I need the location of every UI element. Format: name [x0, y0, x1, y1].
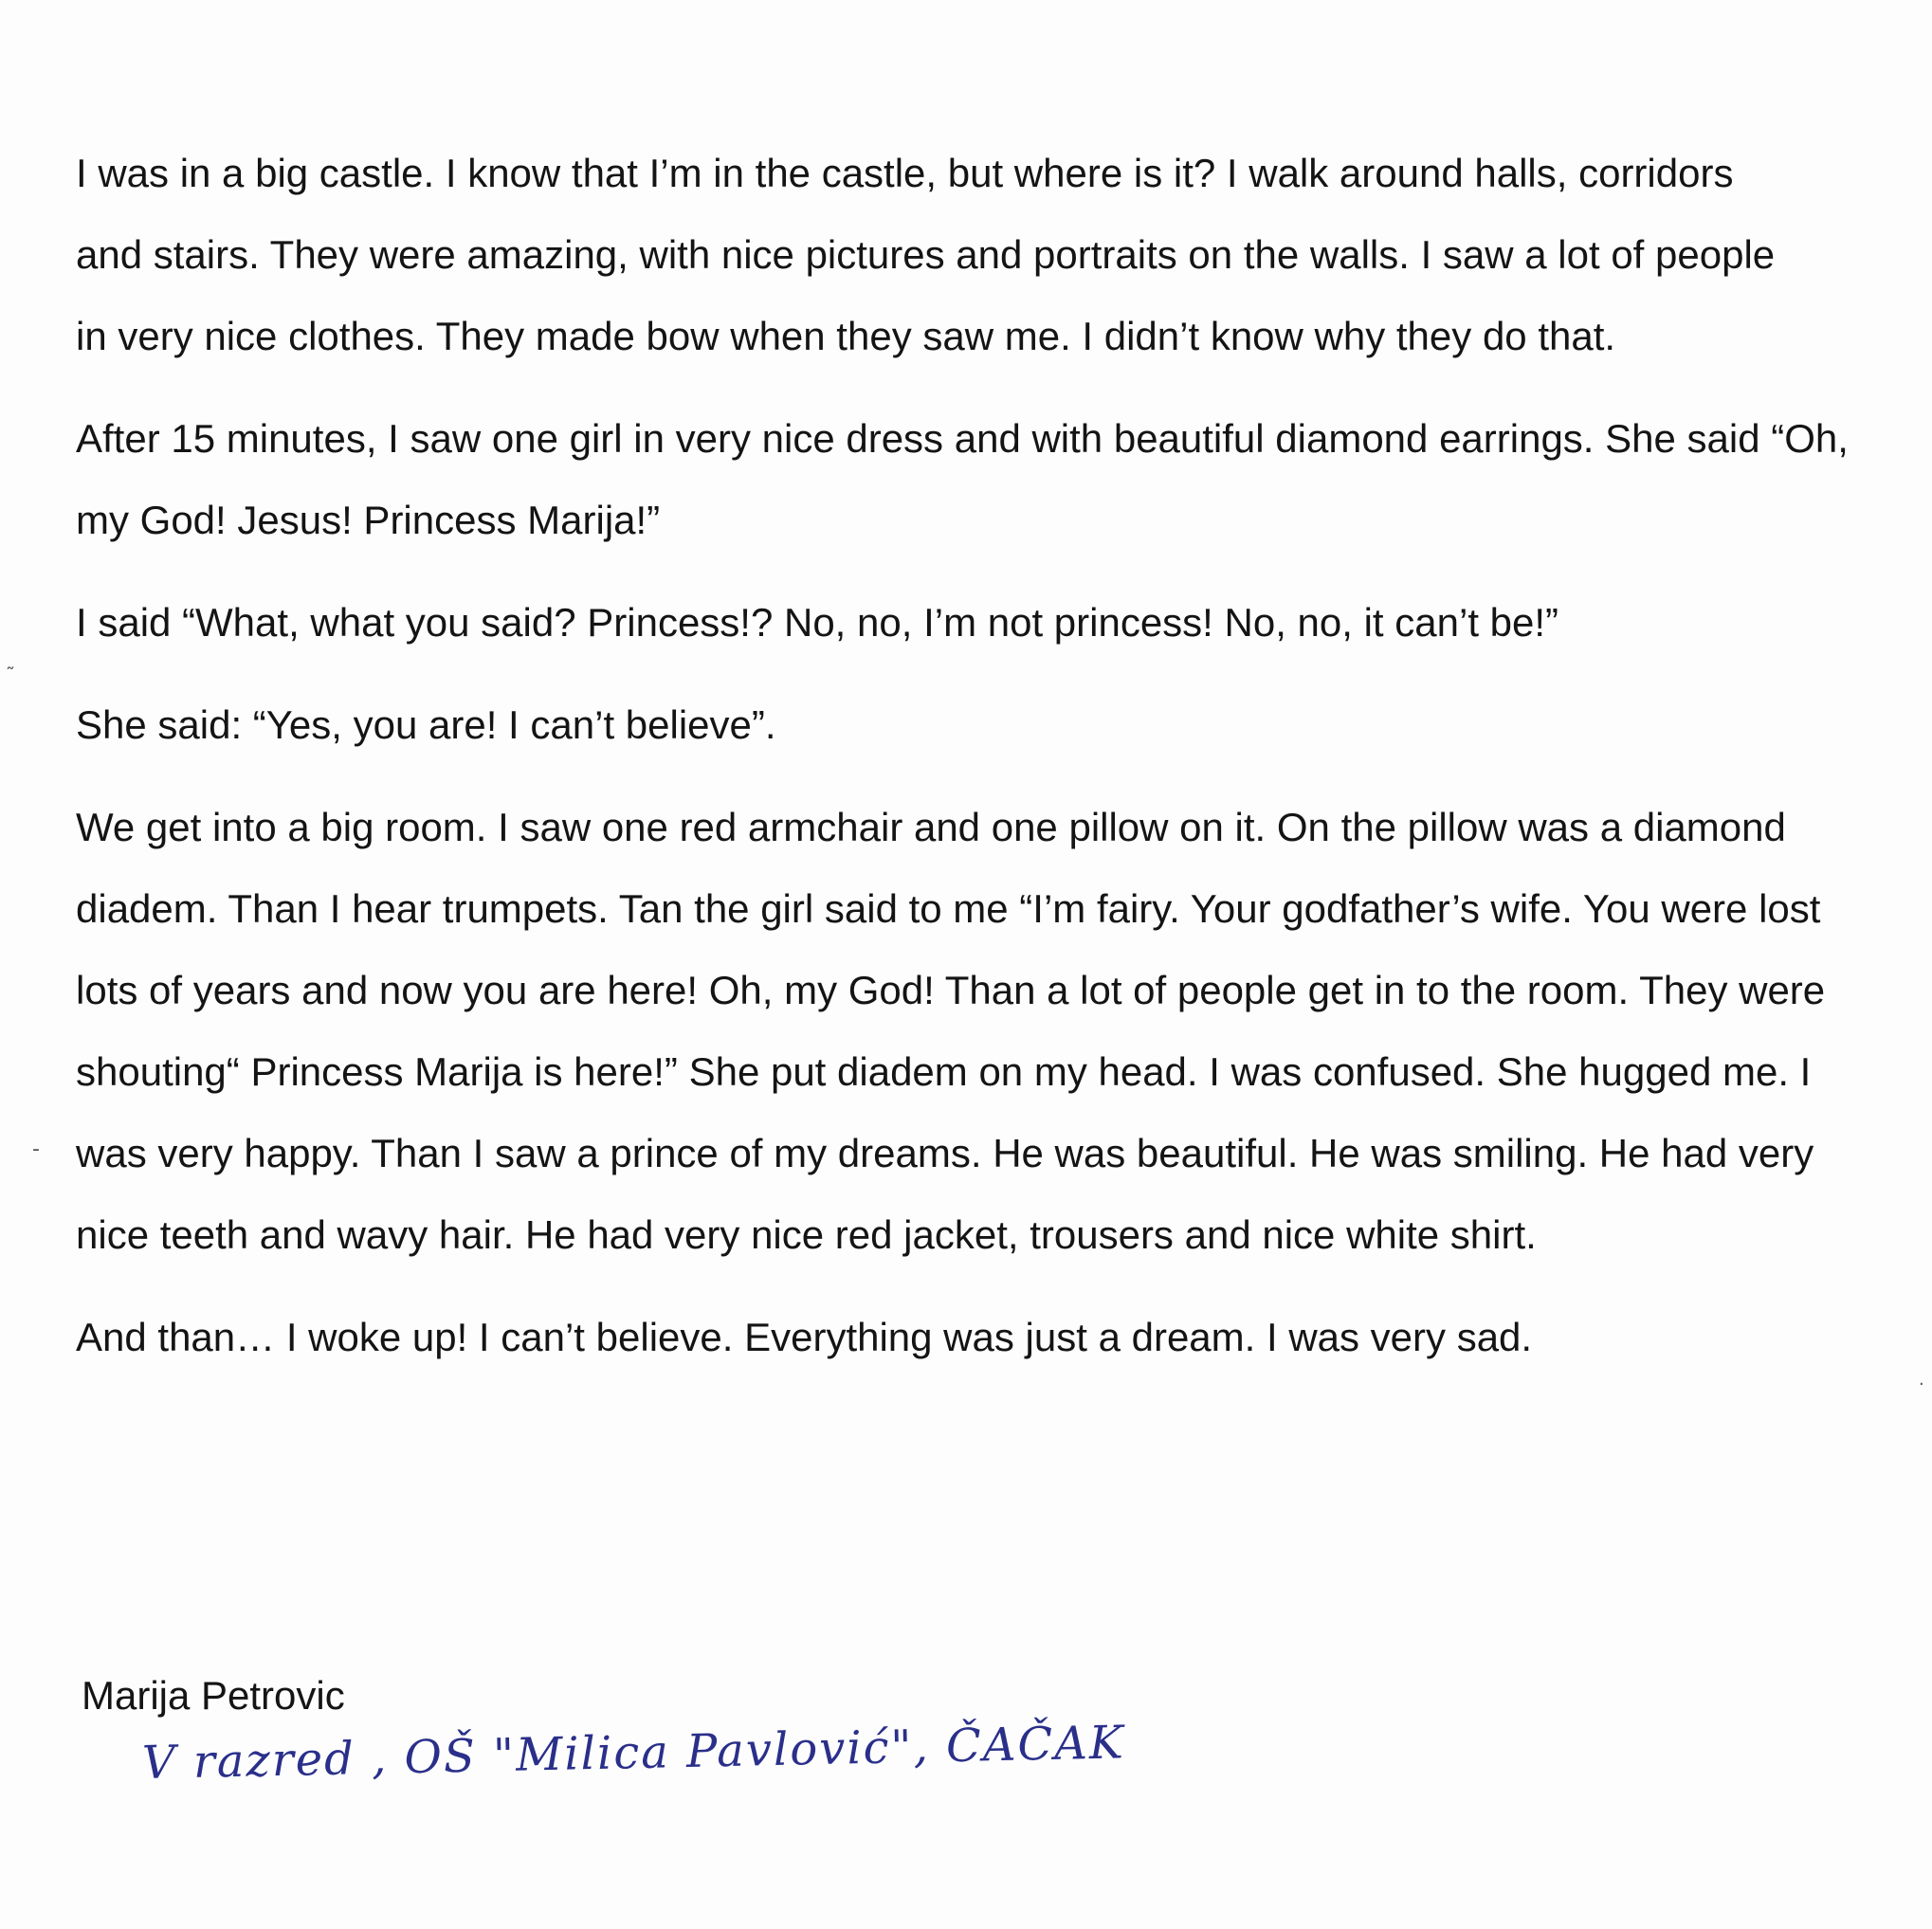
- handwritten-school-note: V razred , OŠ "Milica Pavlović", ČAČAK: [141, 1716, 1126, 1790]
- paragraph-6: And than… I woke up! I can’t believe. Everything was just a dream. I was very sad.: [76, 1315, 1533, 1359]
- paragraph-5: We get into a big room. I saw one red armchair and one pillow on it. On the pillow was a diamond diadem. Than I hear trumpets. Tan the girl said to me “I’m fairy. Your godfather’s wife. You were lost lots of years and now you are here! Oh, my God! Than a lot of people get in to the room. They were shouting“ Princess Marija is here!” She put diadem on my head. I was confused. She hugged me. I was very happy. Than I saw a prince of my dreams. He was beautiful. He was smiling. He had very nice teeth and wavy hair. He had very nice red jacket, trousers and nice white shirt.: [76, 805, 1826, 1257]
- paragraph-3: I said “What, what you said? Princess!? No, no, I’m not princess! No, no, it can’t be!”: [76, 600, 1559, 645]
- author-name: Marija Petrovic: [82, 1673, 345, 1718]
- scan-dot-mark: ·: [1919, 1374, 1924, 1394]
- scan-speck-mark: ˜: [6, 664, 15, 686]
- paragraph-2: After 15 minutes, I saw one girl in very nice dress and with beautiful diamond earrings. She said “Oh, my God! Jesus! Princess Marija!”: [76, 416, 1849, 542]
- scan-dash-mark: -: [32, 1137, 40, 1161]
- paragraph-4: She said: “Yes, you are! I can’t believe”.: [76, 702, 776, 747]
- paragraph-1: I was in a big castle. I know that I’m in the castle, but where is it? I walk around halls, corridors and stairs. They were amazing, with nice pictures and portraits on the walls. I saw a lot of people in very nice clothes. They made bow when they saw me. I didn’t know why they do that.: [76, 151, 1776, 358]
- essay-body: [76, 133, 1877, 1399]
